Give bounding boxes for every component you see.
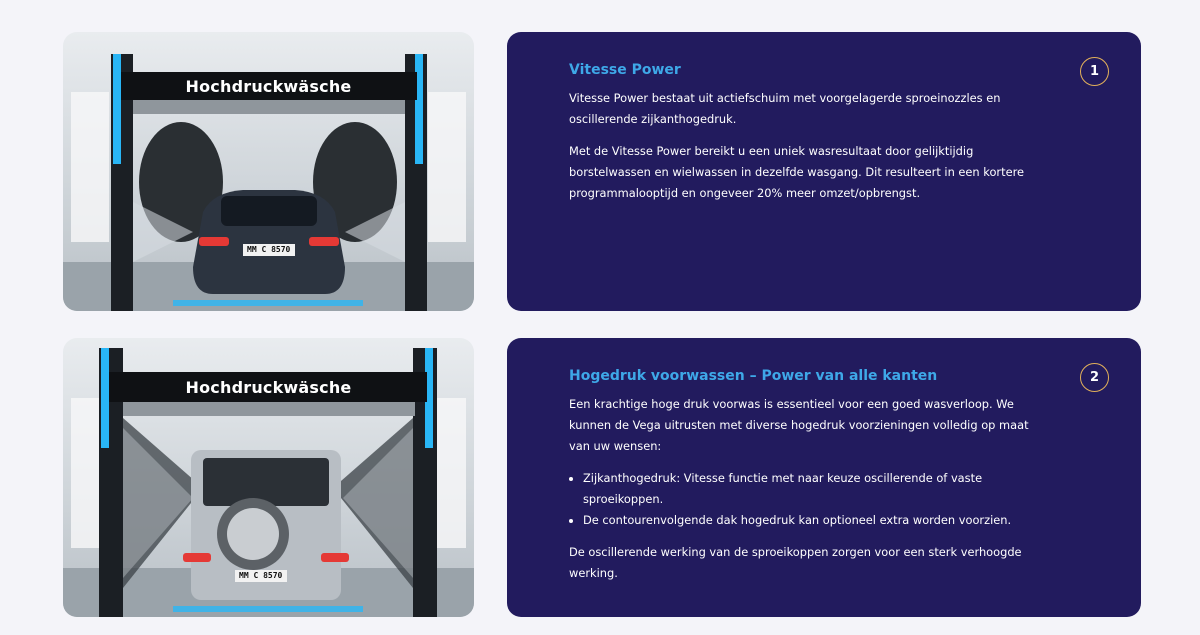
list-item: • De contourenvolgende dak hogedruk kan optioneel extra worden voorzien. [583,510,1039,531]
feature-row-2 [63,338,1141,617]
car-wash-image-1 [63,32,474,311]
paragraph: Vitesse Power bestaat uit actiefschuim met voorgelagerde sproeinozzles en oscillerende zijkanthogedruk. [569,91,1001,126]
feature-row-1 [63,32,1141,311]
feature-description [569,88,1039,215]
feature-title: Hogedruk voorwassen – Power van alle kanten [569,368,938,384]
feature-card-2 [507,338,1141,617]
car-wash-illustration [63,32,474,311]
feature-description [569,394,1039,595]
feature-title: Vitesse Power [569,62,681,78]
license-plate: MM C 8570 [239,571,283,580]
feature-card-1 [507,32,1141,311]
paragraph: De oscillerende werking van de sproeikoppen zorgen voor een sterk verhoogde werking. [569,545,1022,580]
list-item: • Zijkanthogedruk: Vitesse functie met naar keuze oscillerende of vaste sproeikoppen. [583,468,1039,510]
car-wash-image-2 [63,338,474,617]
license-plate: MM C 8570 [247,245,291,254]
sign-text: Hochdruckwäsche [185,77,352,96]
step-number-badge: 2 [1080,363,1109,392]
feature-bullet-list [569,468,1039,531]
paragraph: Een krachtige hoge druk voorwas is essentieel voor een goed wasverloop. We kunnen de Vega uitrusten met diverse hogedruk voorzieningen volledig op maat van uw wensen: [569,397,1029,453]
paragraph: Met de Vitesse Power bereikt u een uniek wasresultaat door gelijktijdig borstelwassen en wielwassen in dezelfde wasgang. Dit resulteert in een kortere programmalooptijd en ongeveer 20% meer omzet/opbrengst. [569,144,1025,200]
step-number-badge: 1 [1080,57,1109,86]
sign-text: Hochdruckwäsche [185,378,352,397]
